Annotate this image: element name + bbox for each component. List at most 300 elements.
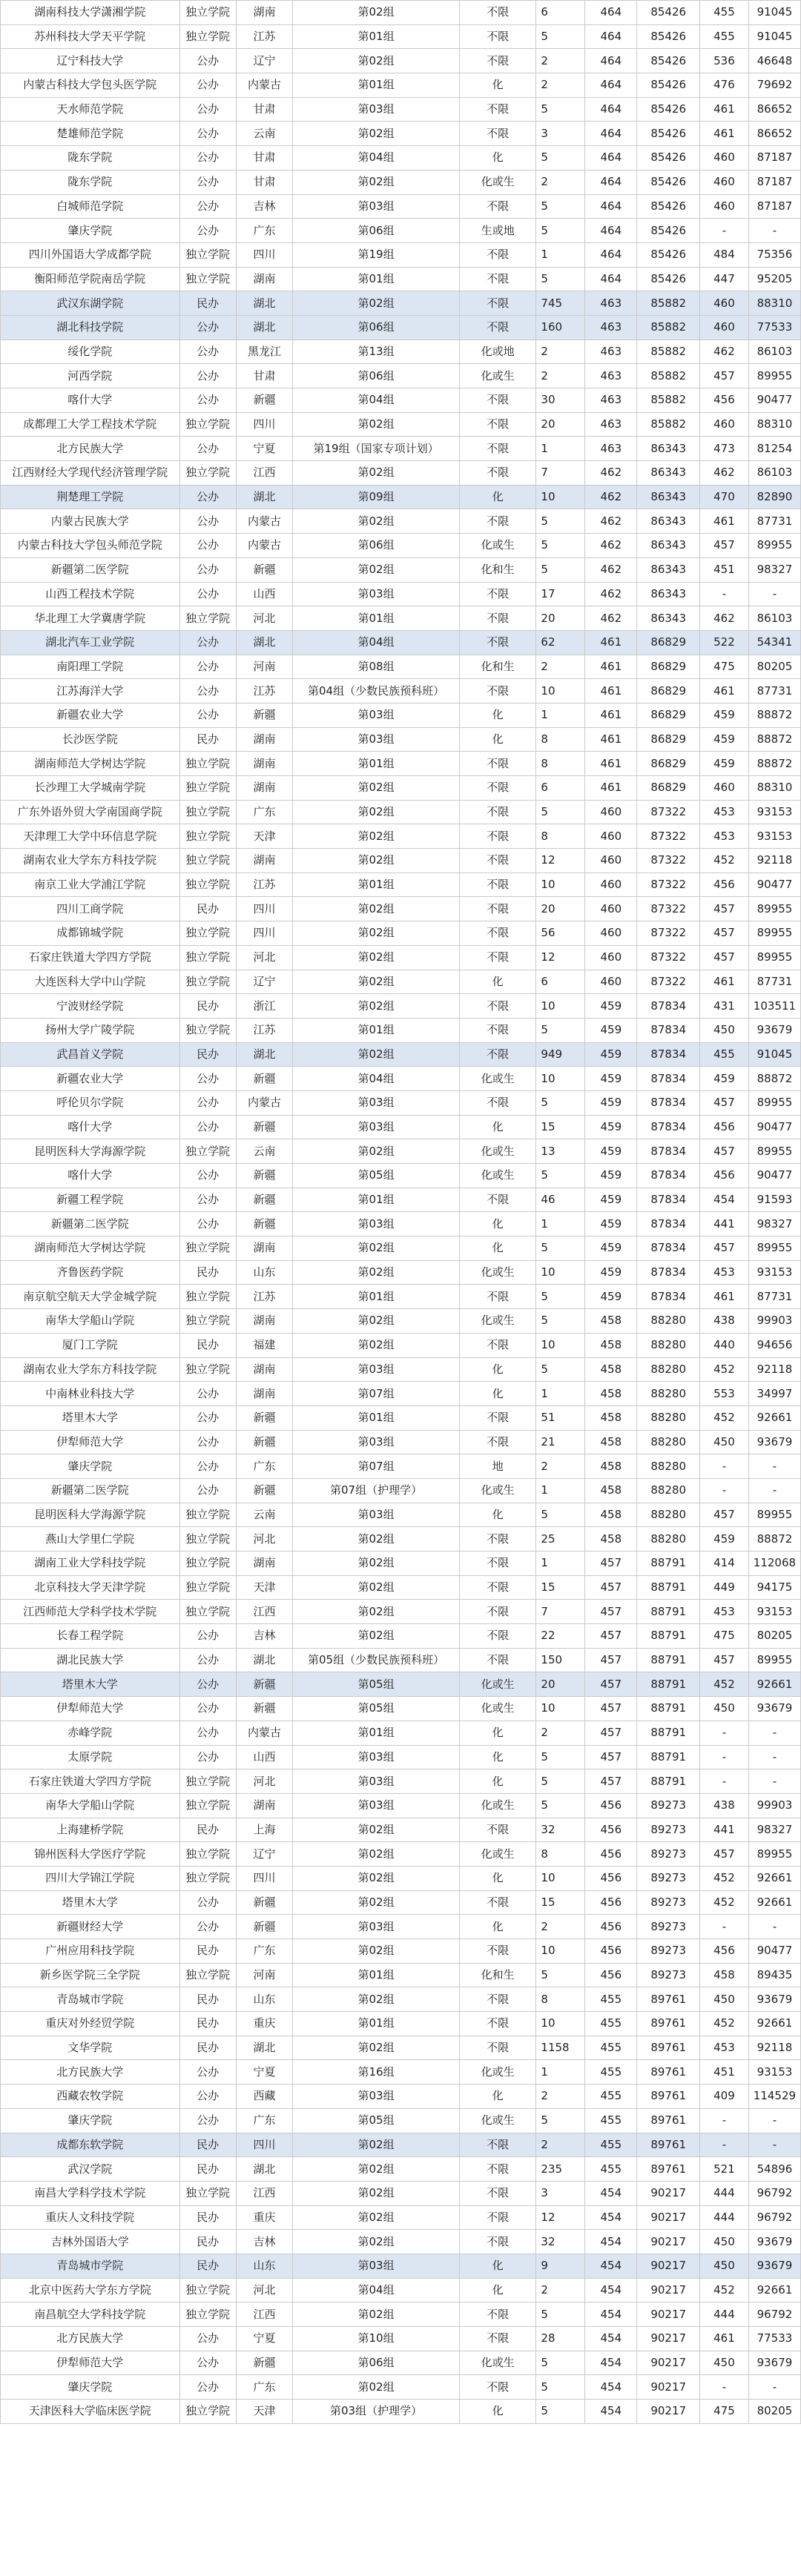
- cell-min-rank: 90217: [637, 2327, 700, 2351]
- cell-school-name: 太原学院: [1, 1745, 180, 1769]
- cell-plan-count: 46: [536, 1188, 585, 1212]
- cell-province: 宁夏: [236, 2327, 292, 2351]
- cell-province: 新疆: [236, 1697, 292, 1721]
- cell-min-score: 458: [585, 1527, 637, 1552]
- cell-prev-score: 450: [700, 1987, 749, 2012]
- cell-school-type: 公办: [179, 122, 236, 146]
- cell-prev-score: 457: [700, 1842, 749, 1867]
- cell-min-rank: 87834: [637, 1285, 700, 1309]
- cell-prev-rank: 77533: [748, 2327, 800, 2351]
- cell-min-rank: 89273: [637, 1963, 700, 1987]
- cell-plan-count: 5: [536, 509, 585, 534]
- table-row: [1, 1357, 801, 1382]
- cell-school-name: 山西工程技术学院: [1, 582, 180, 606]
- cell-subject-requirement: 化: [459, 146, 536, 170]
- cell-min-rank: 87834: [637, 1188, 700, 1212]
- cell-prev-score: 454: [700, 1188, 749, 1212]
- cell-subject-requirement: 化: [459, 485, 536, 509]
- cell-plan-count: 51: [536, 1405, 585, 1430]
- cell-prev-rank: 89955: [748, 945, 800, 970]
- cell-province: 四川: [236, 412, 292, 437]
- table-row: [1, 437, 801, 461]
- cell-prev-rank: 89955: [748, 534, 800, 558]
- cell-province: 河北: [236, 606, 292, 631]
- cell-subject-requirement: 化或生: [459, 2351, 536, 2375]
- cell-min-rank: 89761: [637, 2085, 700, 2109]
- cell-min-rank: 87322: [637, 849, 700, 873]
- cell-province: 新疆: [236, 1890, 292, 1915]
- table-row: [1, 1115, 801, 1139]
- cell-prev-score: 455: [700, 1042, 749, 1067]
- cell-plan-count: 5: [536, 219, 585, 243]
- cell-school-name: 成都锦城学院: [1, 921, 180, 946]
- cell-prev-rank: -: [748, 582, 800, 606]
- cell-subject-requirement: 不限: [459, 1090, 536, 1115]
- cell-school-name: 荆楚理工学院: [1, 485, 180, 509]
- cell-province: 云南: [236, 1139, 292, 1164]
- cell-min-score: 459: [585, 1212, 637, 1236]
- cell-group: 第03组: [293, 1915, 460, 1939]
- cell-plan-count: 12: [536, 945, 585, 970]
- cell-plan-count: 5: [536, 1236, 585, 1261]
- cell-school-type: 公办: [179, 315, 236, 340]
- cell-subject-requirement: 化: [459, 1503, 536, 1527]
- table-row: [1, 1139, 801, 1164]
- cell-plan-count: 1: [536, 1382, 585, 1406]
- cell-min-score: 462: [585, 509, 637, 534]
- cell-province: 广东: [236, 2375, 292, 2400]
- cell-province: 江苏: [236, 1018, 292, 1042]
- cell-group: 第03组: [293, 582, 460, 606]
- cell-min-score: 464: [585, 1, 637, 25]
- cell-school-type: 公办: [179, 1478, 236, 1503]
- cell-school-name: 天津医科大学临床医学院: [1, 2400, 180, 2424]
- cell-prev-rank: 92118: [748, 2036, 800, 2060]
- cell-school-type: 公办: [179, 679, 236, 703]
- cell-school-name: 新疆第二医学院: [1, 1478, 180, 1503]
- cell-school-type: 公办: [179, 1430, 236, 1454]
- cell-min-score: 457: [585, 1624, 637, 1649]
- cell-min-score: 460: [585, 897, 637, 921]
- table-row: [1, 2157, 801, 2182]
- cell-subject-requirement: 化或生: [459, 2060, 536, 2085]
- cell-plan-count: 6: [536, 970, 585, 994]
- cell-prev-rank: 99903: [748, 1309, 800, 1334]
- cell-min-score: 458: [585, 1357, 637, 1382]
- cell-min-rank: 88280: [637, 1430, 700, 1454]
- cell-group: 第08组: [293, 655, 460, 679]
- cell-group: 第06组: [293, 315, 460, 340]
- cell-group: 第02组: [293, 921, 460, 946]
- cell-group: 第03组（护理学）: [293, 2400, 460, 2424]
- cell-school-type: 独立学院: [179, 824, 236, 849]
- cell-group: 第02组: [293, 1939, 460, 1964]
- cell-school-type: 公办: [179, 194, 236, 219]
- cell-province: 湖南: [236, 1236, 292, 1261]
- table-row: [1, 194, 801, 219]
- cell-group: 第02组: [293, 509, 460, 534]
- cell-group: 第02组: [293, 2181, 460, 2205]
- cell-prev-rank: 90477: [748, 388, 800, 413]
- cell-prev-rank: 89955: [748, 1236, 800, 1261]
- cell-subject-requirement: 化或地: [459, 340, 536, 364]
- cell-plan-count: 150: [536, 1648, 585, 1672]
- cell-prev-score: 455: [700, 24, 749, 49]
- cell-min-rank: 89273: [637, 1818, 700, 1842]
- cell-min-rank: 86343: [637, 485, 700, 509]
- cell-group: 第01组: [293, 873, 460, 897]
- cell-prev-score: 475: [700, 2400, 749, 2424]
- cell-min-rank: 89761: [637, 2108, 700, 2133]
- table-row: [1, 1188, 801, 1212]
- cell-prev-rank: 89955: [748, 1842, 800, 1867]
- cell-prev-rank: 92661: [748, 1866, 800, 1890]
- table-row: [1, 388, 801, 413]
- cell-subject-requirement: 不限: [459, 679, 536, 703]
- cell-school-type: 公办: [179, 219, 236, 243]
- cell-prev-score: 452: [700, 2278, 749, 2302]
- cell-prev-score: -: [700, 582, 749, 606]
- table-row: [1, 2230, 801, 2254]
- cell-subject-requirement: 化: [459, 1769, 536, 1794]
- cell-subject-requirement: 不限: [459, 1333, 536, 1357]
- cell-prev-score: -: [700, 219, 749, 243]
- cell-subject-requirement: 化: [459, 1357, 536, 1382]
- cell-min-rank: 86829: [637, 703, 700, 727]
- cell-min-score: 462: [585, 461, 637, 486]
- cell-prev-rank: 89955: [748, 1648, 800, 1672]
- cell-school-type: 公办: [179, 97, 236, 122]
- cell-prev-rank: 88310: [748, 291, 800, 316]
- cell-school-type: 公办: [179, 1721, 236, 1745]
- cell-school-type: 公办: [179, 2351, 236, 2375]
- cell-prev-score: 456: [700, 873, 749, 897]
- cell-school-name: 昆明医科大学海源学院: [1, 1503, 180, 1527]
- cell-plan-count: 10: [536, 1697, 585, 1721]
- cell-subject-requirement: 化和生: [459, 1963, 536, 1987]
- cell-school-name: 湖南农业大学东方科技学院: [1, 849, 180, 873]
- cell-province: 新疆: [236, 1405, 292, 1430]
- cell-plan-count: 10: [536, 1939, 585, 1964]
- cell-min-rank: 87834: [637, 1212, 700, 1236]
- table-row: [1, 1236, 801, 1261]
- cell-school-type: 公办: [179, 364, 236, 388]
- cell-school-type: 独立学院: [179, 849, 236, 873]
- cell-group: 第07组（护理学）: [293, 1478, 460, 1503]
- cell-school-type: 民办: [179, 994, 236, 1019]
- cell-school-name: 南华大学船山学院: [1, 1309, 180, 1334]
- table-row: [1, 945, 801, 970]
- cell-prev-score: 414: [700, 1552, 749, 1576]
- cell-prev-score: 460: [700, 776, 749, 801]
- cell-min-rank: 87834: [637, 1067, 700, 1091]
- cell-province: 辽宁: [236, 1842, 292, 1867]
- cell-min-score: 454: [585, 2278, 637, 2302]
- cell-school-name: 江西财经大学现代经济管理学院: [1, 461, 180, 486]
- cell-school-type: 独立学院: [179, 752, 236, 776]
- cell-subject-requirement: 不限: [459, 2302, 536, 2327]
- cell-school-type: 公办: [179, 1648, 236, 1672]
- cell-province: 广东: [236, 219, 292, 243]
- cell-school-name: 塔里木大学: [1, 1405, 180, 1430]
- cell-prev-score: -: [700, 1478, 749, 1503]
- table-row: [1, 1430, 801, 1454]
- cell-province: 天津: [236, 824, 292, 849]
- cell-province: 新疆: [236, 1915, 292, 1939]
- cell-province: 河北: [236, 1769, 292, 1794]
- cell-school-name: 肇庆学院: [1, 2375, 180, 2400]
- cell-province: 山西: [236, 582, 292, 606]
- cell-group: 第02组: [293, 1890, 460, 1915]
- cell-school-name: 石家庄铁道大学四方学院: [1, 945, 180, 970]
- cell-school-name: 南京航空航天大学金城学院: [1, 1285, 180, 1309]
- cell-min-score: 458: [585, 1430, 637, 1454]
- cell-school-type: 独立学院: [179, 461, 236, 486]
- cell-group: 第05组: [293, 1672, 460, 1697]
- table-row: [1, 291, 801, 316]
- cell-group: 第09组: [293, 485, 460, 509]
- cell-school-name: 新疆工程学院: [1, 1188, 180, 1212]
- cell-school-name: 天津理工大学中环信息学院: [1, 824, 180, 849]
- cell-group: 第05组（少数民族预科班）: [293, 1648, 460, 1672]
- cell-school-name: 肇庆学院: [1, 219, 180, 243]
- table-row: [1, 1212, 801, 1236]
- cell-prev-rank: 92661: [748, 1672, 800, 1697]
- cell-school-type: 公办: [179, 1090, 236, 1115]
- cell-school-name: 长沙医学院: [1, 727, 180, 752]
- cell-min-rank: 86343: [637, 461, 700, 486]
- cell-min-rank: 85882: [637, 412, 700, 437]
- cell-min-rank: 88280: [637, 1382, 700, 1406]
- cell-prev-rank: 98327: [748, 1818, 800, 1842]
- table-row: [1, 170, 801, 194]
- cell-prev-rank: 87187: [748, 146, 800, 170]
- cell-min-rank: 85426: [637, 219, 700, 243]
- cell-school-type: 公办: [179, 703, 236, 727]
- cell-min-score: 456: [585, 1793, 637, 1818]
- cell-min-rank: 89761: [637, 2157, 700, 2182]
- cell-prev-rank: 93153: [748, 800, 800, 824]
- table-row: [1, 897, 801, 921]
- cell-province: 甘肃: [236, 364, 292, 388]
- cell-prev-rank: 98327: [748, 557, 800, 582]
- cell-subject-requirement: 化: [459, 1212, 536, 1236]
- cell-province: 湖北: [236, 2036, 292, 2060]
- cell-prev-rank: 80205: [748, 655, 800, 679]
- cell-prev-score: 460: [700, 315, 749, 340]
- cell-plan-count: 5: [536, 1503, 585, 1527]
- cell-min-rank: 85426: [637, 1, 700, 25]
- cell-school-type: 独立学院: [179, 1842, 236, 1867]
- cell-min-score: 454: [585, 2375, 637, 2400]
- cell-prev-score: 457: [700, 1648, 749, 1672]
- table-row: [1, 1478, 801, 1503]
- cell-min-rank: 86343: [637, 509, 700, 534]
- cell-school-name: 北方民族大学: [1, 2327, 180, 2351]
- cell-prev-rank: 88872: [748, 727, 800, 752]
- cell-subject-requirement: 不限: [459, 1987, 536, 2012]
- cell-school-name: 肇庆学院: [1, 2108, 180, 2133]
- cell-school-type: 独立学院: [179, 776, 236, 801]
- cell-plan-count: 5: [536, 557, 585, 582]
- cell-group: 第05组: [293, 2108, 460, 2133]
- cell-subject-requirement: 不限: [459, 2133, 536, 2157]
- cell-province: 广东: [236, 1454, 292, 1479]
- cell-min-rank: 88791: [637, 1697, 700, 1721]
- table-row: [1, 1987, 801, 2012]
- table-row: [1, 534, 801, 558]
- cell-min-rank: 85426: [637, 122, 700, 146]
- table-row: [1, 73, 801, 98]
- cell-school-name: 南昌航空大学科技学院: [1, 2302, 180, 2327]
- cell-min-rank: 85426: [637, 97, 700, 122]
- cell-plan-count: 5: [536, 2351, 585, 2375]
- cell-plan-count: 5: [536, 1164, 585, 1188]
- cell-subject-requirement: 不限: [459, 2157, 536, 2182]
- cell-province: 江苏: [236, 24, 292, 49]
- cell-province: 吉林: [236, 1624, 292, 1649]
- cell-min-rank: 87834: [637, 1090, 700, 1115]
- cell-school-type: 民办: [179, 2133, 236, 2157]
- cell-plan-count: 2: [536, 340, 585, 364]
- cell-school-type: 独立学院: [179, 1552, 236, 1576]
- cell-school-type: 公办: [179, 1454, 236, 1479]
- table-row: [1, 606, 801, 631]
- cell-min-rank: 87834: [637, 1139, 700, 1164]
- cell-group: 第04组: [293, 630, 460, 655]
- cell-plan-count: 13: [536, 1139, 585, 1164]
- cell-subject-requirement: 不限: [459, 1, 536, 25]
- cell-prev-rank: 90477: [748, 873, 800, 897]
- cell-plan-count: 5: [536, 1745, 585, 1769]
- cell-school-name: 塔里木大学: [1, 1672, 180, 1697]
- cell-school-name: 肇庆学院: [1, 1454, 180, 1479]
- cell-min-score: 459: [585, 1260, 637, 1285]
- cell-min-score: 455: [585, 2012, 637, 2036]
- cell-group: 第02组: [293, 1624, 460, 1649]
- cell-prev-rank: 91045: [748, 24, 800, 49]
- cell-group: 第02组: [293, 461, 460, 486]
- cell-prev-score: 456: [700, 1939, 749, 1964]
- cell-school-type: 公办: [179, 557, 236, 582]
- cell-province: 四川: [236, 921, 292, 946]
- cell-subject-requirement: 化和生: [459, 655, 536, 679]
- cell-school-type: 独立学院: [179, 1575, 236, 1600]
- cell-school-name: 北方民族大学: [1, 2060, 180, 2085]
- cell-province: 新疆: [236, 388, 292, 413]
- cell-prev-rank: 88872: [748, 1067, 800, 1091]
- cell-subject-requirement: 不限: [459, 1600, 536, 1624]
- table-row: [1, 267, 801, 291]
- table-row: [1, 1333, 801, 1357]
- cell-school-type: 公办: [179, 655, 236, 679]
- cell-school-name: 陇东学院: [1, 170, 180, 194]
- cell-group: 第02组: [293, 2205, 460, 2230]
- cell-min-score: 464: [585, 24, 637, 49]
- cell-group: 第04组（少数民族预科班）: [293, 679, 460, 703]
- cell-prev-rank: 93679: [748, 2254, 800, 2278]
- cell-school-name: 广东外语外贸大学南国商学院: [1, 800, 180, 824]
- cell-school-type: 独立学院: [179, 2302, 236, 2327]
- cell-min-rank: 85426: [637, 170, 700, 194]
- cell-prev-rank: 87187: [748, 170, 800, 194]
- cell-subject-requirement: 化或生: [459, 364, 536, 388]
- cell-school-name: 湖南科技大学潇湘学院: [1, 1, 180, 25]
- cell-group: 第02组: [293, 1866, 460, 1890]
- cell-plan-count: 5: [536, 1018, 585, 1042]
- cell-school-type: 公办: [179, 388, 236, 413]
- cell-prev-score: 450: [700, 1430, 749, 1454]
- cell-school-name: 南华大学船山学院: [1, 1793, 180, 1818]
- cell-school-name: 武汉东湖学院: [1, 291, 180, 316]
- cell-province: 新疆: [236, 2351, 292, 2375]
- cell-min-score: 456: [585, 1842, 637, 1867]
- cell-min-score: 454: [585, 2205, 637, 2230]
- cell-group: 第02组: [293, 1333, 460, 1357]
- cell-plan-count: 28: [536, 2327, 585, 2351]
- cell-subject-requirement: 化: [459, 1236, 536, 1261]
- cell-school-type: 公办: [179, 1212, 236, 1236]
- cell-min-rank: 86829: [637, 679, 700, 703]
- cell-group: 第03组: [293, 1745, 460, 1769]
- cell-subject-requirement: 化: [459, 703, 536, 727]
- cell-school-name: 绥化学院: [1, 340, 180, 364]
- cell-school-name: 四川工商学院: [1, 897, 180, 921]
- cell-group: 第05组: [293, 1697, 460, 1721]
- table-row: [1, 1018, 801, 1042]
- cell-min-score: 461: [585, 679, 637, 703]
- cell-school-name: 湖北汽车工业学院: [1, 630, 180, 655]
- cell-prev-score: 444: [700, 2205, 749, 2230]
- cell-school-name: 北京科技大学天津学院: [1, 1575, 180, 1600]
- cell-plan-count: 5: [536, 1285, 585, 1309]
- cell-min-score: 459: [585, 994, 637, 1019]
- cell-min-score: 460: [585, 824, 637, 849]
- cell-prev-rank: 86652: [748, 97, 800, 122]
- cell-prev-rank: 93679: [748, 1018, 800, 1042]
- cell-school-name: 陇东学院: [1, 146, 180, 170]
- cell-province: 辽宁: [236, 49, 292, 73]
- cell-subject-requirement: 化或生: [459, 1697, 536, 1721]
- table-row: [1, 1939, 801, 1964]
- cell-subject-requirement: 化: [459, 2278, 536, 2302]
- cell-prev-score: 458: [700, 1963, 749, 1987]
- cell-min-score: 459: [585, 1188, 637, 1212]
- cell-school-name: 湖南师范大学树达学院: [1, 1236, 180, 1261]
- cell-province: 广东: [236, 1939, 292, 1964]
- cell-province: 江苏: [236, 1285, 292, 1309]
- cell-prev-score: 459: [700, 1067, 749, 1091]
- cell-province: 天津: [236, 1575, 292, 1600]
- cell-province: 福建: [236, 1333, 292, 1357]
- cell-prev-score: 457: [700, 1090, 749, 1115]
- cell-min-rank: 89273: [637, 1866, 700, 1890]
- cell-min-rank: 87322: [637, 970, 700, 994]
- cell-min-score: 461: [585, 776, 637, 801]
- cell-school-type: 民办: [179, 2205, 236, 2230]
- cell-subject-requirement: 化或生: [459, 1478, 536, 1503]
- cell-min-score: 460: [585, 945, 637, 970]
- cell-subject-requirement: 不限: [459, 2327, 536, 2351]
- cell-prev-rank: 86103: [748, 340, 800, 364]
- cell-plan-count: 8: [536, 1987, 585, 2012]
- cell-subject-requirement: 不限: [459, 2036, 536, 2060]
- cell-school-name: 新乡医学院三全学院: [1, 1963, 180, 1987]
- cell-school-type: 公办: [179, 1745, 236, 1769]
- cell-prev-rank: 91593: [748, 1188, 800, 1212]
- cell-subject-requirement: 不限: [459, 1042, 536, 1067]
- cell-school-type: 民办: [179, 1042, 236, 1067]
